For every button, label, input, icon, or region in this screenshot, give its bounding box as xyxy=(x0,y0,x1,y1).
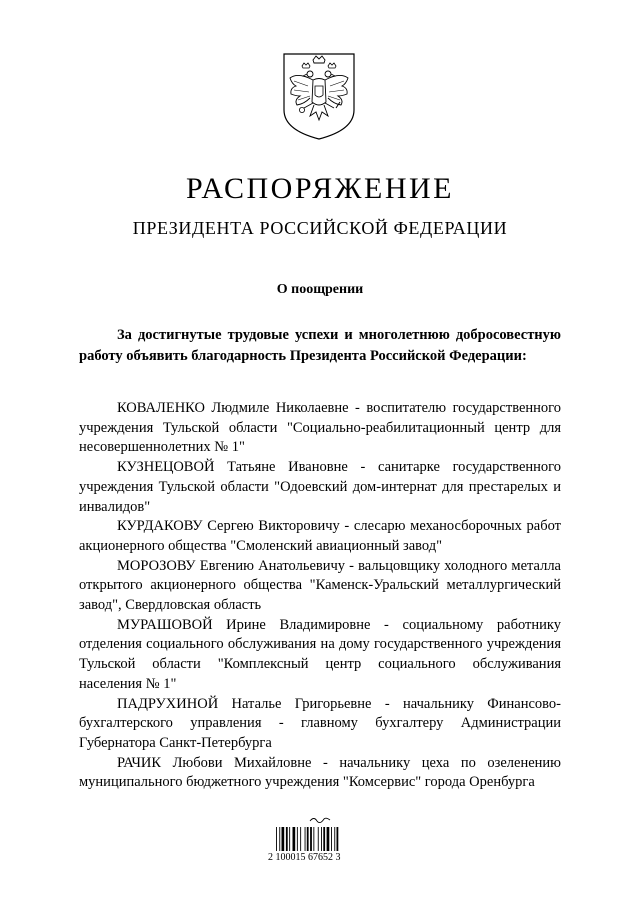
awardee-entry: КУРДАКОВУ Сергею Викторовичу - слесарю механосборочных работ акционерного общества "Смоленский авиационный завод" xyxy=(79,518,561,554)
awardee-entry: МОРОЗОВУ Евгению Анатольевичу - вальцовщику холодного металла открытого акционерного общества "Каменск-Уральский металлургический завод", Свердловская область xyxy=(79,557,561,614)
intro-paragraph: За достигнутые трудовые успехи и многолетнюю добросовестную работу объявить благодарность Президента Российской Федерации: xyxy=(79,327,561,364)
document-subject: О поощрении xyxy=(276,282,364,297)
awardee-entry: КУЗНЕЦОВОЙ Татьяне Ивановне - санитарке государственного учреждения Тульской области "Одоевский дом-интернат для престарелых и инвалидов" xyxy=(79,459,561,515)
awardee-entry: КОВАЛЕНКО Людмиле Николаевне - воспитателю государственного учреждения Тульской области "Социально-реабилитационный центр для несовершеннолетних № 1" xyxy=(79,400,561,456)
barcode-number: 2 100015 67652 3 xyxy=(268,852,341,863)
awardee-list xyxy=(79,399,561,793)
awardee-entry: МУРАШОВОЙ Ирине Владимировне - социальному работнику отделения социального обслуживания на дому государственного учреждения Тульской области "Комплексный центр социального обслуживания населения № 1" xyxy=(79,616,561,692)
document-title: РАСПОРЯЖЕНИЕ xyxy=(185,172,455,205)
awardee-entry: РАЧИК Любови Михайловне - начальнику цеха по озеленению муниципального бюджетного учреждения "Комсервис" города Оренбурга xyxy=(79,754,561,791)
state-emblem-icon xyxy=(280,50,358,142)
document-subtitle: ПРЕЗИДЕНТА РОССИЙСКОЙ ФЕДЕРАЦИИ xyxy=(132,218,508,238)
awardee-entry: ПАДРУХИНОЙ Наталье Григорьевне - начальнику Финансово-бухгалтерского управления - главному бухгалтеру Администрации Губернатора Санкт-Петербурга xyxy=(79,695,561,751)
